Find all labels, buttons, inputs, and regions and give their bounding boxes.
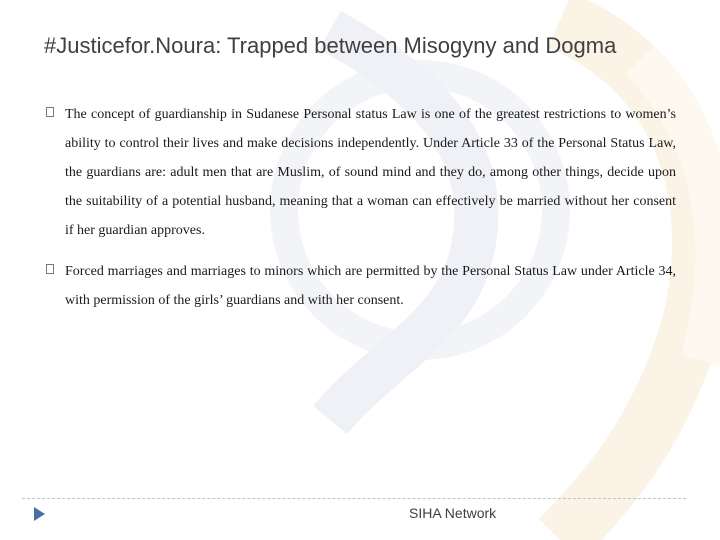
- bullet-item: [44, 257, 676, 315]
- bullet-list: [44, 100, 676, 327]
- bullet-text: Forced marriages and marriages to minors which are permitted by the Personal Status Law under Article 34, with permission of the girls’ guardians and with her consent.: [65, 264, 676, 308]
- footer-divider: [22, 498, 686, 499]
- square-bullet-icon: [46, 264, 54, 274]
- bullet-text: The concept of guardianship in Sudanese Personal status Law is one of the greatest restrictions to women’s ability to control their lives and make decisions independently. Under Article 33 of the Personal Status Law, the guardians are: adult men that are Muslim, of sound mind and they do, among other things, decide upon the suitability of a potential husband, meaning that a woman can effectively be married without her consent if her guardian approves.: [65, 107, 676, 238]
- bullet-item: [44, 100, 676, 245]
- footer-label: SIHA Network: [409, 505, 497, 521]
- slide-title: #Justicefor.Noura: Trapped between Misogyny and Dogma: [44, 33, 617, 58]
- play-arrow-icon: [34, 507, 45, 521]
- square-bullet-icon: [46, 107, 54, 117]
